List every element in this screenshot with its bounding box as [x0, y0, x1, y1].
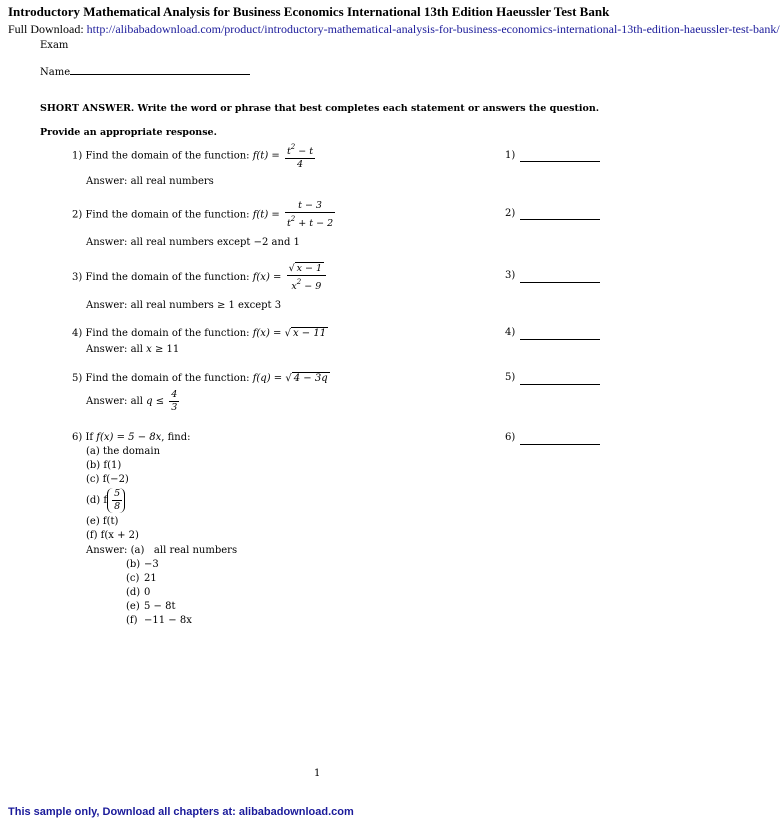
answer-slot-5-line: [520, 383, 600, 385]
answer-slot-3-label: 3): [505, 270, 516, 281]
download-line: [8, 22, 780, 37]
download-link[interactable]: http://alibabadownload.com/product/introductory-mathematical-analysis-for-business-economics-international-13th-edition-haeussler-test-bank/: [86, 22, 780, 36]
question-1: [72, 141, 315, 171]
footer-link[interactable]: This sample only, Download all chapters at: alibabadownload.com: [8, 806, 354, 818]
question-4-root: √ x − 11: [284, 328, 327, 339]
answer-slot-3-line: [520, 281, 600, 283]
question-2: [72, 200, 335, 230]
name-label: Name: [40, 67, 71, 78]
question-4-text: 4) Find the domain of the function:: [72, 328, 253, 339]
question-6: 6) If f(x) = 5 − 8x, find:: [72, 432, 191, 443]
instruction-heading: Provide an appropriate response.: [40, 127, 217, 138]
part-f: (f) f(x + 2): [86, 530, 139, 541]
question-3-func: f(x) =: [252, 272, 285, 283]
answer-6-labels: (b) (c) (d) (e) (f): [126, 559, 141, 626]
question-1-fraction: $\frac{t^2 - t}{4}$: [286, 143, 314, 170]
part-d: (d) f $\frac{5}{8}$: [86, 488, 125, 513]
short-answer-heading: SHORT ANSWER. Write the word or phrase that best completes each statement or answers the question.: [40, 103, 600, 114]
question-2-fraction: $\frac{t - 3}{t^2 + t - 2}$: [286, 200, 334, 229]
question-5: [72, 372, 330, 384]
question-6-parts-rest: [86, 515, 139, 543]
question-5-root: √ 4 − 3q: [285, 373, 328, 384]
question-1-func: f(t) =: [252, 150, 283, 162]
question-5-text: 5) Find the domain of the function:: [72, 373, 253, 384]
part-b: (b) f(1): [86, 460, 122, 471]
answer-slot-6-line: [520, 443, 600, 445]
answer-slot-2-label: 2): [505, 208, 516, 219]
name-line: [70, 65, 250, 75]
answer-slot-4-line: [520, 338, 600, 340]
answer-slot-2-line: [520, 218, 600, 220]
answer-6: Answer: (a) all real numbers: [86, 545, 238, 556]
answer-slot-5-label: 5): [505, 372, 516, 383]
part-e: (e) f(t): [86, 516, 119, 527]
answer-slot-1-label: 1): [505, 150, 516, 161]
answer-slot-6-label: 6): [505, 432, 516, 443]
question-5-func: f(q) =: [252, 373, 286, 384]
answer-2: Answer: all real numbers except −2 and 1: [86, 237, 300, 248]
answer-4: Answer: all x ≥ 11: [86, 344, 180, 355]
part-c: (c) f(−2): [86, 474, 129, 485]
answer-slot-1-line: [520, 160, 600, 162]
question-3: [72, 262, 326, 293]
question-3-fraction: $\frac{√ x - 1}{x^2 - 9}$: [287, 262, 326, 293]
question-4-func: f(x) =: [252, 328, 285, 339]
download-label: Full Download:: [8, 22, 87, 36]
answer-slot-4-label: 4): [505, 327, 516, 338]
page-number: 1: [314, 768, 321, 779]
document-title: Introductory Mathematical Analysis for Business Economics International 13th Edition Haeussler Test Bank: [8, 4, 610, 19]
question-6-parts: [86, 445, 160, 487]
answer-6-values: −3 21 0 5 − 8t −11 − 8x: [144, 559, 192, 626]
question-4: [72, 327, 328, 339]
question-1-text: 1) Find the domain of the function:: [72, 150, 253, 162]
question-2-text: 2) Find the domain of the function:: [72, 209, 253, 221]
name-field: [40, 65, 250, 78]
question-2-func: f(t) =: [252, 209, 283, 221]
part-a: (a) the domain: [86, 446, 161, 457]
answer-3: Answer: all real numbers ≥ 1 except 3: [86, 300, 282, 311]
exam-label: Exam: [40, 40, 69, 51]
answer-1: Answer: all real numbers: [86, 176, 214, 187]
answer-5: Answer: all q ≤ $\frac{4}{3}$: [86, 389, 178, 413]
question-3-text: 3) Find the domain of the function:: [72, 272, 253, 283]
